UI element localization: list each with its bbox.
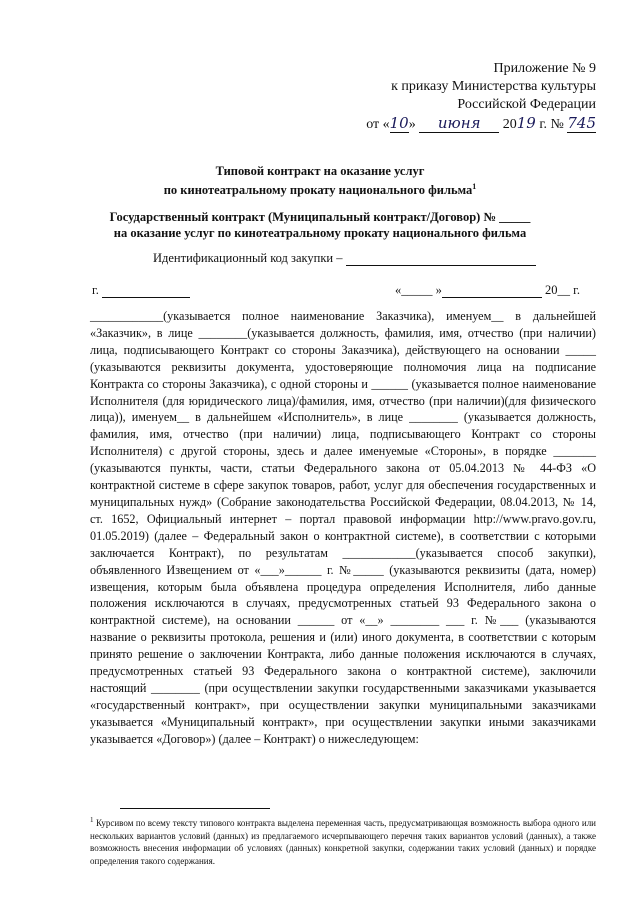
place-blank [102,284,190,298]
date-year: 20__ г. [541,283,580,297]
date-field [395,283,580,298]
footnote-divider [120,808,270,809]
appendix-line-2: к приказу Министерства культуры [391,79,596,94]
procurement-id-label: Идентификационный код закупки – [153,251,346,265]
footnote [90,814,596,867]
procurement-id-line [153,251,536,266]
procurement-id-blank [346,252,536,266]
date-prefix: от « [366,117,390,132]
appendix-line-1: Приложение № 9 [493,61,596,76]
place-field [92,283,190,298]
date-mid: » [408,117,420,132]
year-prefix: 20 [499,117,517,132]
footnote-text: Курсивом по всему тексту типового контракта выделена переменная часть, предусматривающая возможность выбора одного или нескольких вариантов условий (данных) из предлагаемого исчерпывающего перечня таких вариантов условий (данных), а также возможность внесения информации об условиях (данных) конкретной закупки, содержании таких условий (данных) и порядке определения такого содержания. [90,818,596,866]
title1-line2-text: по кинотеатральному прокату национального фильма [163,183,473,198]
title2-line2: на оказание услуг по кинотеатральному прокату национального фильма [113,226,527,240]
place-label: г. [92,283,102,297]
appendix-header [366,60,596,134]
title1-line2 [0,179,640,198]
handwritten-month: июня [419,114,499,133]
appendix-date-line [366,114,596,134]
typical-contract-title [0,163,640,198]
year-suffix: г. № [535,117,568,132]
footnote-ref: 1 [472,182,477,191]
preamble-paragraph: ____________(указывается полное наименование Заказчика), именуем__ в дальнейшей «Заказчик», в лице ________(указывается должность, фамилия, имя, отчество (при наличии) лица, подписывающего Контракт со стороны Заказчика), действующего на основании _____ (указываются реквизиты документа, удостоверяющие полномочия лица на подписание Контракта со стороны Заказчика), с одной стороны и ______ (указывается полное наименование Исполнителя (для юридического лица)/фамилия, имя, отчество (при наличии)(для физического лица)), именуем__ в дальнейшем «Исполнитель», в лице ________ (указывается должность, фамилия, имя, отчество (при наличии) лица, подписывающего Контракт со стороны Исполнителя) с другой стороны, здесь и далее именуемые «Стороны», в порядке _______ (указываются пункты, части, статьи Федерального закона от 05.04.2013 № 44-ФЗ «О контрактной системе в сфере закупок товаров, работ, услуг для обеспечения государственных и муниципальных нужд» (Собрание законодательства Российской Федерации, 08.04.2013, № 14, ст. 1652, Официальный интернет – портал правовой информации http://www.pravo.gov.ru, 01.05.2019) (далее – Федеральный закон о контрактной системе), в соответствии с которыми заключается Контракт), по результатам ____________(указывается способ закупки), объявленного Извещением от «___»______ г. №_____ (указываются реквизиты (дата, номер) извещения, которым была объявлена процедура определения Исполнителя, либо данные положения исключаются в случаях, предусмотренных статьей 93 Федерального закона о контрактной системе), на основании ______ от «__» ________ ___ г. №___ (указываются название о реквизиты протокола, решения и (или) иного документа, в соответствии с которым принято решение о заключении Контракта, либо данные положения исключаются в случаях, предусмотренных статьей 93 Федерального закона о контрактной системе), заключили настоящий ________ (при осуществлении закупки государственными заказчиками указывается «государственный контракт», при осуществлении закупки муниципальными заказчиками указывается «Муниципальный контракт», при осуществлении закупки иными заказчиками указывается «Договор») (далее – Контракт) о нижеследующем: [90,309,596,746]
date-day-blank: «_____ » [395,283,442,297]
title1-line1: Типовой контракт на оказание услуг [215,164,425,178]
title2-line1: Государственный контракт (Муниципальный контракт/Договор) № _____ [109,210,531,224]
contract-title [0,209,640,241]
date-month-blank [442,284,542,298]
appendix-line-3: Российской Федерации [457,97,596,112]
handwritten-number: 745 [567,114,596,132]
handwritten-year: 19 [516,114,536,132]
footnote-number: 1 [90,816,94,824]
handwritten-day: 10 [389,114,409,132]
